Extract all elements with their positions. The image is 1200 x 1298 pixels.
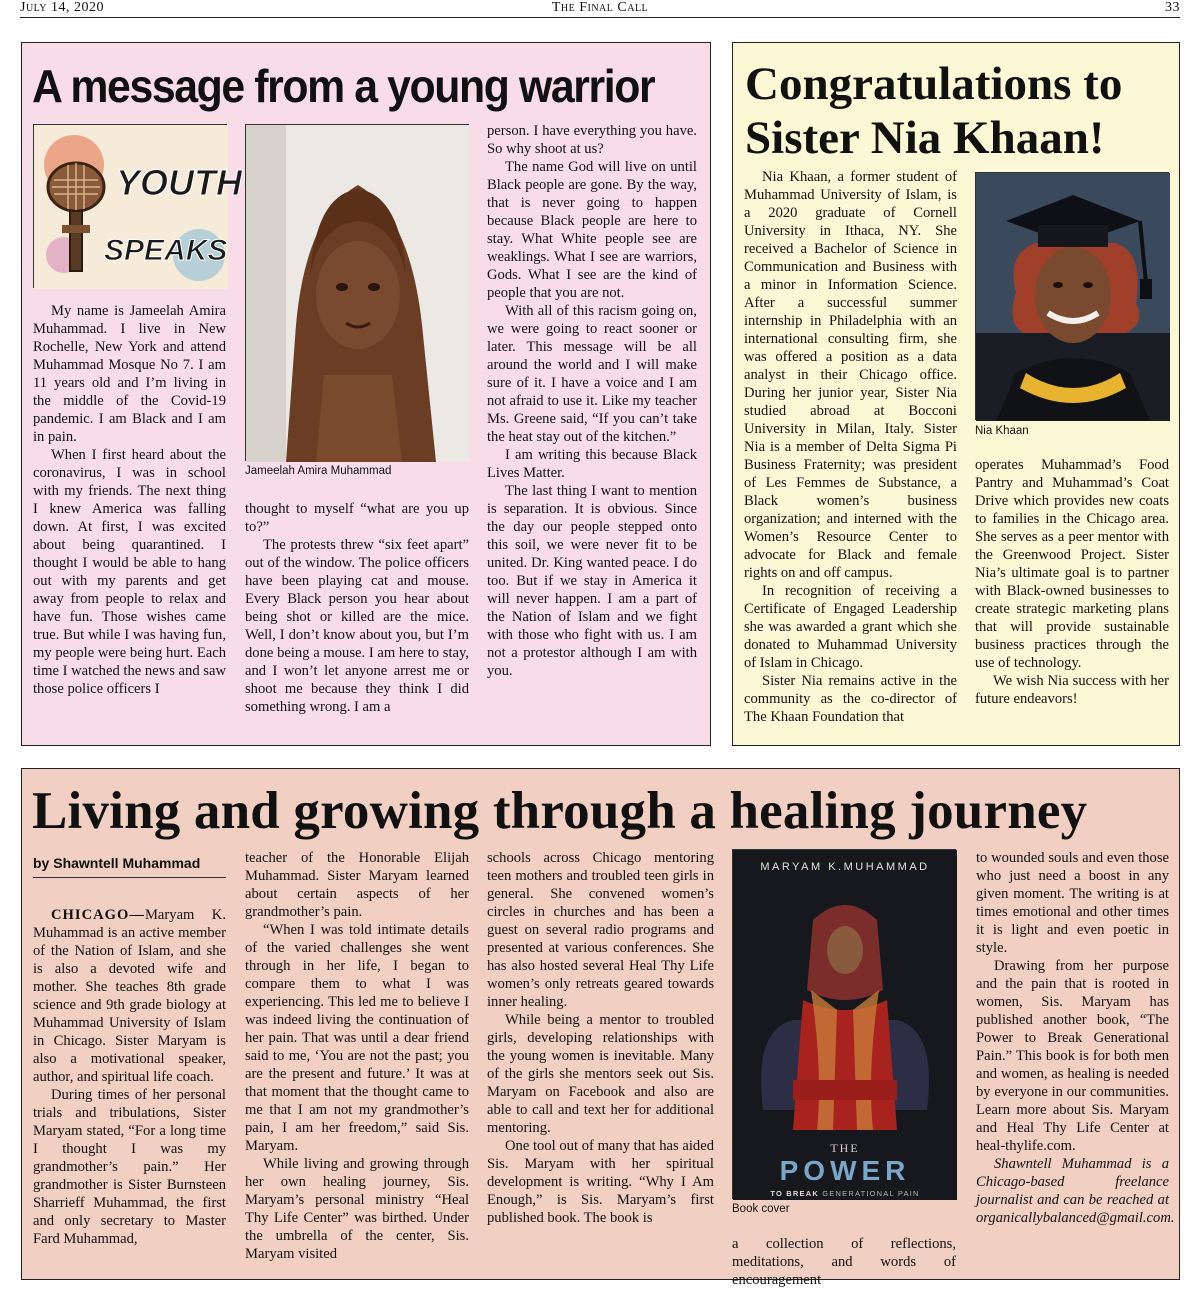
paragraph: While being a mentor to troubled girls, developing relationships with the young women is inevitable. Many of the girls she mentors seek out Sis. Maryam on Facebook and also are able to call and text her for additional mentoring. (487, 1012, 714, 1136)
healing-journey-headline: Living and growing through a healing journey (32, 782, 1088, 840)
page-header (20, 0, 1180, 18)
paragraph: Drawing from her purpose and the pain that is rooted in women, Sis. Maryam has published another book, “The Power to Break Generational Pain.” This book is for both men and women, as healing is needed by everyone in our communities. Learn more about Sis. Maryam and Heal Thy Life Center at heal-thylife.com. (976, 958, 1169, 1154)
issue-date: July 14, 2020 (20, 0, 104, 15)
byline: by Shawntell Muhammad (33, 853, 226, 878)
paragraph: One tool out of many that has aided Sis. Maryam with her spiritual development is writing. “Why I Am Enough,” is Sis. Maryam’s first published book. The book is (487, 1138, 714, 1226)
speaks-word: SPEAKS (104, 234, 228, 267)
jameelah-photo-caption: Jameelah Amira Muhammad (245, 465, 392, 477)
healing-journey-column-2 (245, 849, 469, 1271)
book-subtitle: TO BREAK GENERATIONAL PAIN (770, 1189, 920, 1198)
paragraph: I am writing this because Black Lives Matter. (487, 447, 697, 481)
paragraph: While living and growing through her own healing journey, Sis. Maryam’s personal ministry “Heal Thy Life Center” was birthed. Under the umbrella of the center, Sis. Maryam visited (245, 1156, 469, 1262)
paragraph: The protests threw “six feet apart” out of the window. The police officers have been playing cat and mouse. Every Black person you hear about being shot or killed are the mice. Well, I don’t know about you, but I’m done being a mouse. I am here to stay, and I won’t let anyone arrest me or shoot me because they think I did something wrong. I am a (245, 537, 469, 715)
youth-speaks-logo (33, 124, 242, 288)
paragraph: “When I was told intimate details of the varied challenges she went through in her life, I began to compare them to what I was experiencing. This led me to believe I was indeed living the continuation of her pain. That was until a dear friend said to me, ‘You are not the past; you are the present and future.’ It was at that moment that the thought came to me that I am not my grandmother’s pain, I am her freedom,” said Sis. Maryam. (245, 922, 469, 1154)
book-cover-art (733, 850, 957, 1200)
book-title-the: THE (830, 1141, 860, 1155)
congratulations-column-1 (744, 168, 957, 732)
author-note: Shawntell Muhammad is a Chicago-based freelance journalist and can be reached at organicallybalanced@gmail.com. (976, 1156, 1175, 1226)
paper-name: The Final Call (551, 0, 649, 15)
paragraph: The last thing I want to mention is separation. It is obvious. Since the day our people stepped onto this soil, we were never fit to be united. Dr. King wanted peace. I do too. But if we stay in America it will never happen. I am a part of the Nation of Islam and we fight with those who fight with us. I am not a protestor although I am with you. (487, 483, 697, 679)
nia-khaan-photo (975, 172, 1169, 420)
paragraph: Sister Nia remains active in the community as the co-director of The Khaan Foundation that (744, 673, 957, 725)
book-title: POWER (779, 1155, 911, 1186)
congratulations-column-2 (975, 456, 1169, 732)
nia-khaan-photo-caption: Nia Khaan (975, 425, 1029, 437)
graduate-portrait-image (976, 173, 1170, 421)
book-cover-caption: Book cover (732, 1203, 790, 1215)
book-author: MARYAM K.MUHAMMAD (760, 861, 930, 873)
paragraph: Nia Khaan, a former student of Muhammad University of Islam, is a 2020 graduate of Cornell University in Ithaca, NY. She received a Bachelor of Science in Communication and Business with a minor in Information Science. After a successful summer internship in Philadelphia with an international consulting firm, she was offered a position as a data analyst in their Chicago office. During her junior year, Sister Nia studied abroad at Bocconi University in Milan, Italy. Sister Nia is a member of Delta Sigma Pi Business Fraternity; was president of Les Femmes de Substance, a Black women’s business organization; and interned with the Women’s Resource Center to advocate for Black and female rights on and off campus. (744, 169, 957, 581)
paragraph: In recognition of receiving a Certificate of Engaged Leadership she was awarded a grant which she donated to Muhammad University of Islam in Chicago. (744, 583, 957, 671)
healing-journey-column-3 (487, 849, 714, 1271)
paragraph: With all of this racism going on, we were going to react sooner or later. This message will be all around the world and I will make sure of it. I have a voice and I am not afraid to use it. Like my teacher Ms. Greene said, “If you can’t take the heat stay out of the kitchen.” (487, 303, 697, 445)
young-warrior-headline: A message from a young warrior (32, 60, 655, 112)
paragraph: thought to myself “what are you up to?” (245, 501, 469, 535)
portrait-image (246, 125, 470, 462)
congratulations-article (732, 42, 1180, 746)
paragraph: We wish Nia success with her future endeavors! (975, 673, 1169, 707)
paragraph: teacher of the Honorable Elijah Muhammad. Sister Maryam learned about certain aspects of her grandmother’s pain. (245, 850, 469, 920)
youth-word: YOUTH (116, 162, 242, 203)
healing-journey-column-1 (33, 853, 226, 1271)
young-warrior-column-3 (487, 122, 697, 738)
paragraph: a collection of reflections, meditations, and words of encouragement (732, 1236, 956, 1288)
healing-journey-column-5 (976, 849, 1175, 1271)
dateline: CHICAGO— (51, 907, 145, 923)
paragraph: schools across Chicago mentoring teen mothers and troubled teen girls in general. She convened women’s circles in churches and has been a guest on several radio programs and presented at various conferences. She has also hosted several Heal Thy Life women’s only retreats geared towards inner healing. (487, 850, 714, 1010)
paragraph: When I first heard about the coronavirus, I was in school with my friends. The next thing I knew America was falling down. At first, I was excited about being quarantined. I thought I would be able to hang out with my parents and get away from people to relax and have fun. Those wishes came true. But while I was having fun, my people were being hurt. Each time I watched the news and saw those police officers I (33, 447, 226, 697)
healing-journey-column-4 (732, 1235, 956, 1288)
young-warrior-column-1 (33, 302, 226, 738)
book-cover-image (732, 849, 956, 1199)
paragraph: to wounded souls and even those who just need a boost in any given moment. The writing is at times emotional and other times it is light and even poetic in style. (976, 850, 1169, 956)
congratulations-headline: Congratulations to Sister Nia Khaan! (745, 58, 1123, 164)
microphone-icon (34, 125, 242, 289)
young-warrior-column-2 (245, 500, 469, 738)
healing-journey-article (21, 768, 1180, 1288)
paragraph: The name God will live on until Black people are gone. By the way, that is never going to happen because Black people are here to stay. What White people see are weaklings. What I see are warriors, Gods. What I see are the kind of people that you are not. (487, 159, 697, 301)
paragraph: My name is Jameelah Amira Muhammad. I live in New Rochelle, New York and attend Muhammad Mosque No 7. I am 11 years old and I’m living in the middle of the Covid-19 pandemic. I am Black and I am in pain. (33, 303, 226, 445)
jameelah-photo (245, 124, 469, 461)
page-number: 33 (1165, 0, 1180, 15)
paragraph: operates Muhammad’s Food Pantry and Muhammad’s Coat Drive which provides new coats to families in the Chicago area. She serves as a peer mentor with the Greenwood Project. Sister Nia’s ultimate goal is to partner with Black-owned businesses to create strategic marketing plans that will provide sustainable business practices through the use of technology. (975, 457, 1169, 671)
young-warrior-article (21, 42, 711, 746)
paragraph: During times of her personal trials and tribulations, Sister Maryam stated, “For a long time I thought I was my grandmother’s pain.” Her grandmother is Sister Burnsteen Sharrieff Muhammad, the first and only secretary to Master Fard Muhammad, (33, 1087, 226, 1247)
paragraph: person. I have everything you have. So why shoot at us? (487, 123, 697, 157)
paragraph: Maryam K. Muhammad is an active member of the Nation of Islam, and she is also a devoted wife and mother. She teaches 8th grade science and 9th grade biology at Muhammad University of Islam in Chicago. Sister Maryam is also a motivational speaker, author, and spiritual life coach. (33, 907, 226, 1085)
